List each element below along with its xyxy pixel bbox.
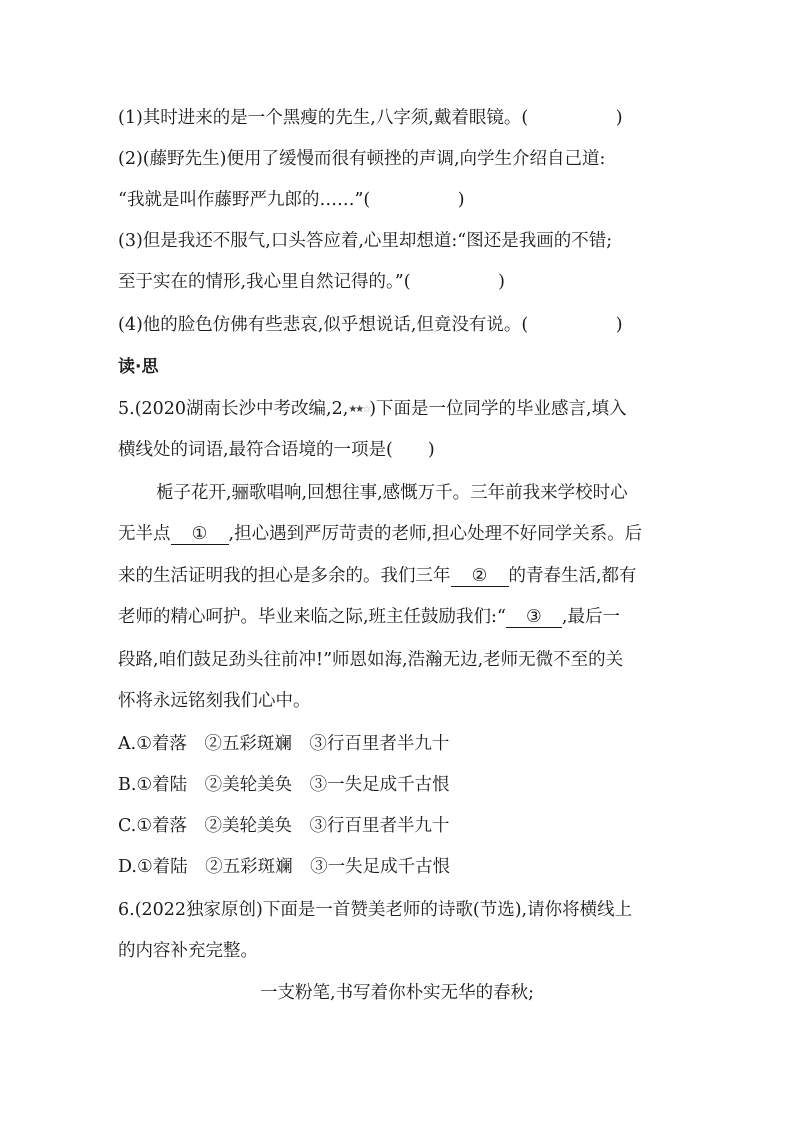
blank-3: ③ — [506, 607, 562, 628]
poem-line-1: 一支粉笔,书写着你朴实无华的春秋; — [260, 983, 534, 1003]
q5-passage-line2: 无半点 ① ,担心遇到严厉苛责的老师,担心处理不好同学关系。后 — [118, 524, 643, 544]
section-title: 读·思 — [118, 357, 159, 377]
option-d: D.①着陆 ②五彩斑斓 ③一失足成千古恨 — [118, 857, 451, 877]
q5-stem-line1 — [118, 397, 627, 422]
q6-stem-line1: 6.(2022独家原创)下面是一首赞美老师的诗歌(节选),请你将横线上 — [118, 900, 633, 920]
q4-item-2: (2)(藤野先生)便用了缓慢而很有顿挫的声调,向学生介绍自己道: — [118, 149, 606, 169]
q5-passage-line4: 老师的精心呵护。毕业来临之际,班主任鼓励我们:“ ③ ,最后一 — [118, 607, 620, 627]
q5-passage-line3: 来的生活证明我的担心是多余的。我们三年 ② 的青春生活,都有 — [118, 566, 637, 586]
q5-suffix: )下面是一位同学的毕业感言,填入 — [369, 399, 627, 419]
q5-stem-line2: 横线处的词语,最符合语境的一项是( ) — [118, 440, 435, 460]
q4-item-3-cont: 至于实在的情形,我心里自然记得的。”( ) — [118, 272, 505, 292]
q4-item-3: (3)但是我还不服气,口头答应着,心里却想道:“图还是我画的不错; — [118, 231, 613, 251]
blank-2: ② — [451, 566, 509, 587]
q5-prefix: 5.(2020湖南长沙中考改编,2, — [118, 399, 349, 419]
blank-1: ① — [171, 524, 229, 545]
q5-passage-line6: 怀将永远铭刻我们心中。 — [118, 691, 311, 711]
option-b: B.①着陆 ②美轮美奂 ③一失足成千古恨 — [118, 775, 450, 795]
q4-item-1: (1)其时进来的是一个黑瘦的先生,八字须,戴着眼镜。( ) — [118, 108, 623, 128]
option-c: C.①着落 ②美轮美奂 ③行百里者半九十 — [118, 816, 450, 836]
q4-item-2-cont: “我就是叫作藤野严九郎的……”( ) — [118, 190, 465, 210]
q6-stem-line2: 的内容补充完整。 — [118, 941, 258, 961]
option-a: A.①着落 ②五彩斑斓 ③行百里者半九十 — [118, 734, 450, 754]
q4-item-4: (4)他的脸色仿佛有些悲哀,似乎想说话,但竟没有说。( ) — [118, 315, 623, 335]
q5-passage-line5: 段路,咱们鼓足劲头往前冲!”师恩如海,浩瀚无边,老师无微不至的关 — [118, 650, 624, 670]
difficulty-stars-icon: ★★☆ — [348, 404, 370, 415]
q5-passage-line1: 栀子花开,骊歌唱响,回想往事,感慨万千。三年前我来学校时心 — [156, 483, 628, 503]
